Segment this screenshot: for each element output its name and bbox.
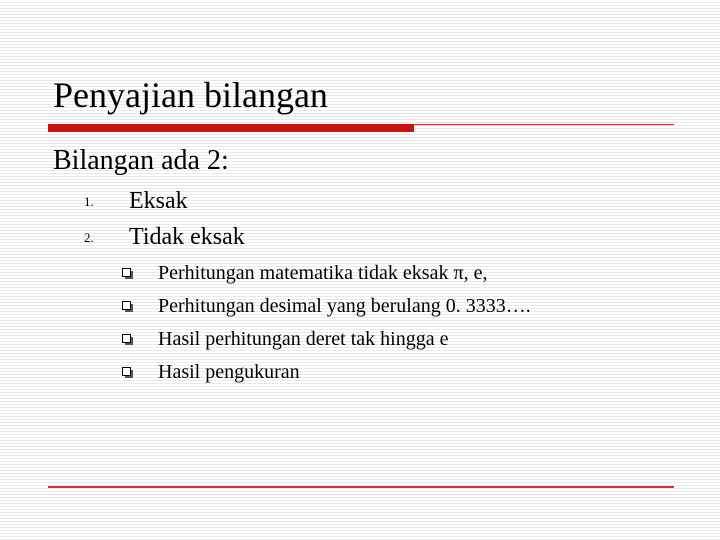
item-number: 1.	[84, 194, 94, 209]
bullet-text: Perhitungan matematika tidak eksak π, e,	[158, 262, 488, 284]
title-underline-rule	[414, 124, 674, 125]
bullet-text: Perhitungan desimal yang berulang 0. 3333….	[158, 295, 531, 317]
square-bullet-icon	[122, 367, 131, 376]
item-label: Tidak eksak	[129, 224, 245, 250]
bullet-text: Hasil pengukuran	[158, 361, 300, 383]
lead-text: Bilangan ada 2:	[53, 145, 229, 176]
item-number: 2.	[84, 230, 94, 245]
slide-title: Penyajian bilangan	[53, 75, 328, 115]
item-label: Eksak	[129, 188, 188, 214]
footer-rule	[48, 486, 674, 488]
title-underline-bar	[48, 124, 414, 132]
square-bullet-icon	[122, 268, 131, 277]
square-bullet-icon	[122, 301, 131, 310]
bullet-text: Hasil perhitungan deret tak hingga e	[158, 328, 449, 350]
square-bullet-icon	[122, 334, 131, 343]
